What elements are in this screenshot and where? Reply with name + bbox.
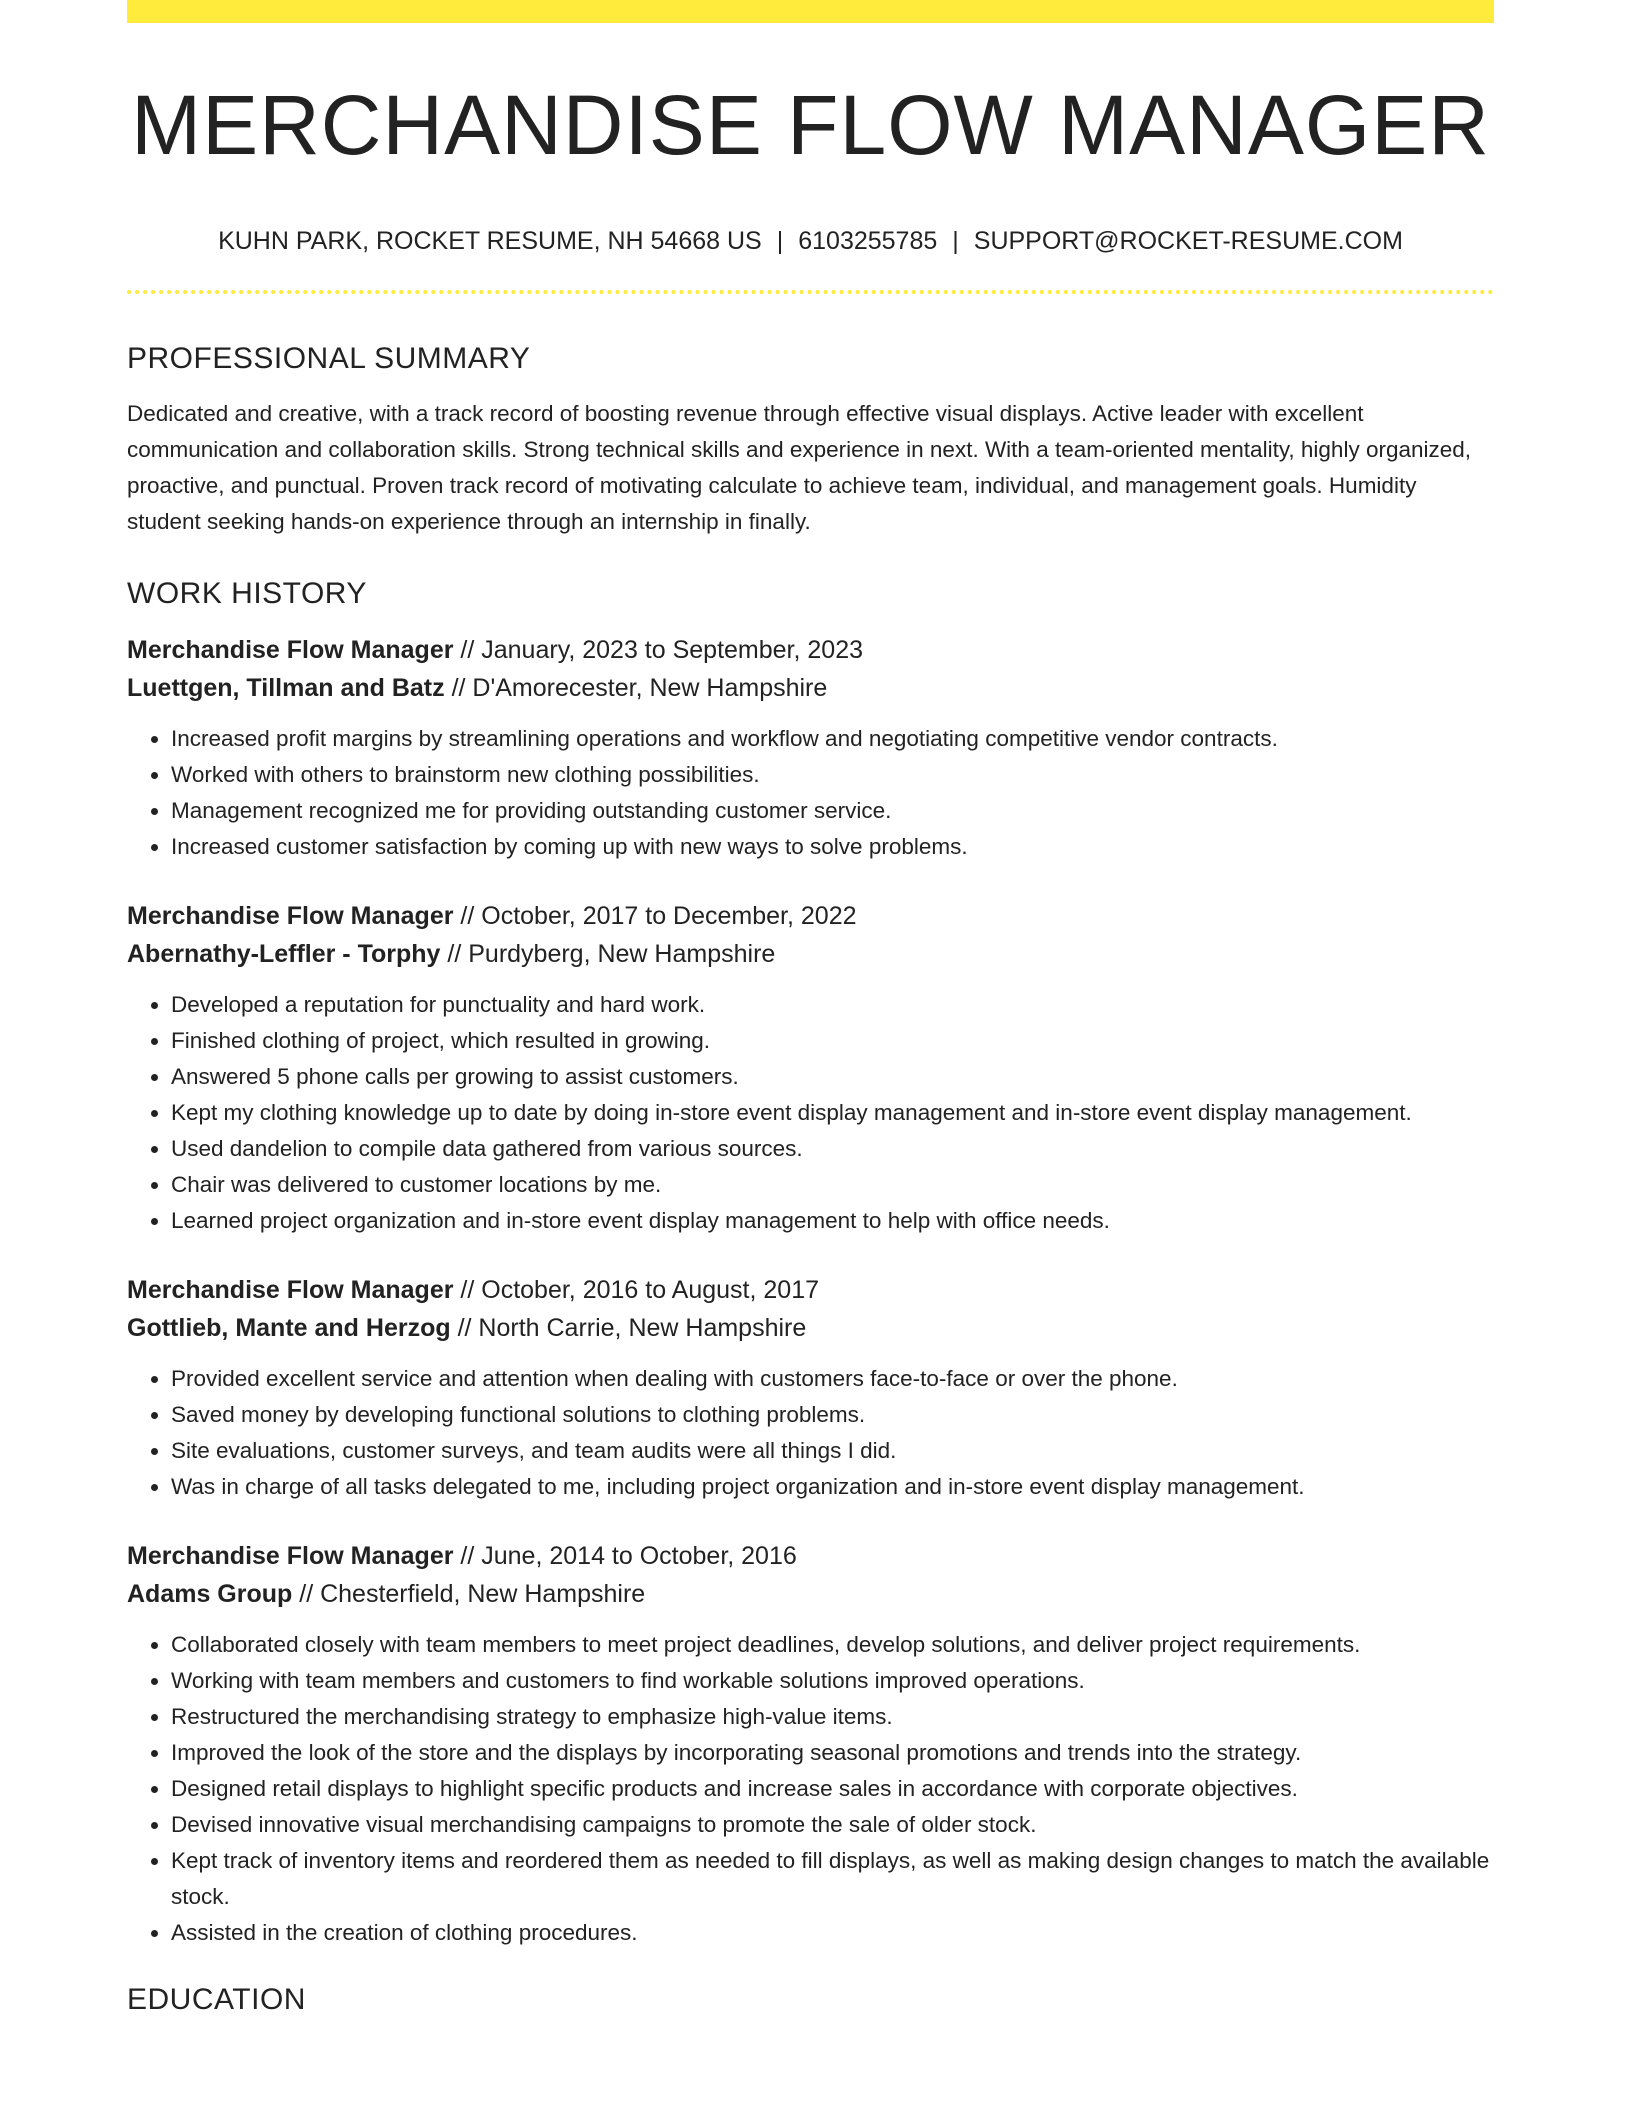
job-company-line (127, 669, 1494, 707)
job-entry (127, 1537, 1494, 1951)
job-location: // Purdyberg, New Hampshire (440, 940, 776, 968)
job-bullet: • Designed retail displays to highlight specific products and increase sales in accordance with corporate objectives. (171, 1771, 1494, 1807)
contact-address: KUHN PARK, ROCKET RESUME, NH 54668 US (218, 227, 762, 255)
contact-separator: | (776, 227, 784, 255)
job-title: Merchandise Flow Manager (127, 1276, 454, 1304)
job-bullet: • Saved money by developing functional solutions to clothing problems. (171, 1397, 1494, 1433)
dotted-divider (127, 290, 1494, 294)
job-bullet: • Working with team members and customers to find workable solutions improved operations. (171, 1663, 1494, 1699)
job-company: Adams Group (127, 1580, 293, 1608)
job-bullet: • Increased customer satisfaction by coming up with new ways to solve problems. (171, 829, 1494, 865)
job-company-line (127, 1575, 1494, 1613)
job-bullet: • Assisted in the creation of clothing procedures. (171, 1915, 1494, 1951)
job-company: Luettgen, Tillman and Batz (127, 674, 445, 702)
accent-top-bar (127, 0, 1494, 23)
job-bullet-list (127, 1361, 1494, 1505)
job-bullet: • Restructured the merchandising strategy to emphasize high-value items. (171, 1699, 1494, 1735)
work-history-list (127, 631, 1494, 1951)
job-bullet: • Devised innovative visual merchandising campaigns to promote the sale of older stock. (171, 1807, 1494, 1843)
job-bullet: • Worked with others to brainstorm new clothing possibilities. (171, 757, 1494, 793)
job-title-line (127, 631, 1494, 669)
summary-section-title: PROFESSIONAL SUMMARY (127, 342, 531, 375)
job-bullet: • Collaborated closely with team members to meet project deadlines, develop solutions, and deliver project requirements. (171, 1627, 1494, 1663)
job-entry (127, 897, 1494, 1239)
job-bullet: • Site evaluations, customer surveys, and team audits were all things I did. (171, 1433, 1494, 1469)
job-title: Merchandise Flow Manager (127, 1542, 454, 1570)
job-location: // Chesterfield, New Hampshire (292, 1580, 646, 1608)
job-title-line (127, 1537, 1494, 1575)
job-bullet: • Developed a reputation for punctuality and hard work. (171, 987, 1494, 1023)
job-dates: // October, 2016 to August, 2017 (453, 1276, 820, 1304)
job-company-line (127, 1309, 1494, 1347)
summary-text: Dedicated and creative, with a track record of boosting revenue through effective visual displays. Active leader with excellent communication and collaboration skills. Strong technical skills and experience in next. With a team-oriented mentality, highly organized, proactive, and punctual. Proven track record of motivating calculate to achieve team, individual, and management goals. Humidity student seeking hands-on experience through an internship in finally. (127, 401, 1472, 534)
job-entry (127, 1271, 1494, 1505)
job-bullet: • Management recognized me for providing outstanding customer service. (171, 793, 1494, 829)
job-dates: // January, 2023 to September, 2023 (453, 636, 864, 664)
job-bullet: • Increased profit margins by streamlining operations and workflow and negotiating competitive vendor contracts. (171, 721, 1494, 757)
job-bullet: • Answered 5 phone calls per growing to assist customers. (171, 1059, 1494, 1095)
job-bullet-list (127, 1627, 1494, 1951)
job-title: Merchandise Flow Manager (127, 902, 454, 930)
contact-email: SUPPORT@ROCKET-RESUME.COM (973, 227, 1403, 255)
job-bullet: • Kept track of inventory items and reordered them as needed to fill displays, as well as making design changes to match the available stock. (171, 1843, 1494, 1915)
job-bullet: • Finished clothing of project, which resulted in growing. (171, 1023, 1494, 1059)
job-bullet: • Used dandelion to compile data gathered from various sources. (171, 1131, 1494, 1167)
job-dates: // October, 2017 to December, 2022 (453, 902, 857, 930)
job-title-line (127, 1271, 1494, 1309)
job-bullet: • Provided excellent service and attention when dealing with customers face-to-face or over the phone. (171, 1361, 1494, 1397)
resume-content (127, 0, 1494, 2015)
job-bullet: • Was in charge of all tasks delegated to me, including project organization and in-store event display management. (171, 1469, 1494, 1505)
contact-phone: 6103255785 (798, 227, 938, 255)
job-bullet: • Improved the look of the store and the displays by incorporating seasonal promotions and trends into the strategy. (171, 1735, 1494, 1771)
job-bullet: • Chair was delivered to customer locations by me. (171, 1167, 1494, 1203)
job-company: Gottlieb, Mante and Herzog (127, 1314, 451, 1342)
education-section-title: EDUCATION (127, 1983, 306, 2016)
job-bullet-list (127, 987, 1494, 1239)
candidate-name: MERCHANDISE FLOW MANAGER (131, 78, 1490, 172)
job-bullet-list (127, 721, 1494, 865)
job-company-line (127, 935, 1494, 973)
contact-line (127, 229, 1494, 254)
job-entry (127, 631, 1494, 865)
job-company: Abernathy-Leffler - Torphy (127, 940, 441, 968)
job-bullet: • Learned project organization and in-store event display management to help with office needs. (171, 1203, 1494, 1239)
job-location: // D'Amorecester, New Hampshire (444, 674, 828, 702)
job-bullet: • Kept my clothing knowledge up to date by doing in-store event display management and in-store event display management. (171, 1095, 1494, 1131)
job-location: // North Carrie, New Hampshire (450, 1314, 807, 1342)
contact-separator: | (952, 227, 959, 255)
work-history-section-title: WORK HISTORY (127, 577, 367, 610)
job-dates: // June, 2014 to October, 2016 (453, 1542, 797, 1570)
job-title: Merchandise Flow Manager (127, 636, 454, 664)
job-title-line (127, 897, 1494, 935)
